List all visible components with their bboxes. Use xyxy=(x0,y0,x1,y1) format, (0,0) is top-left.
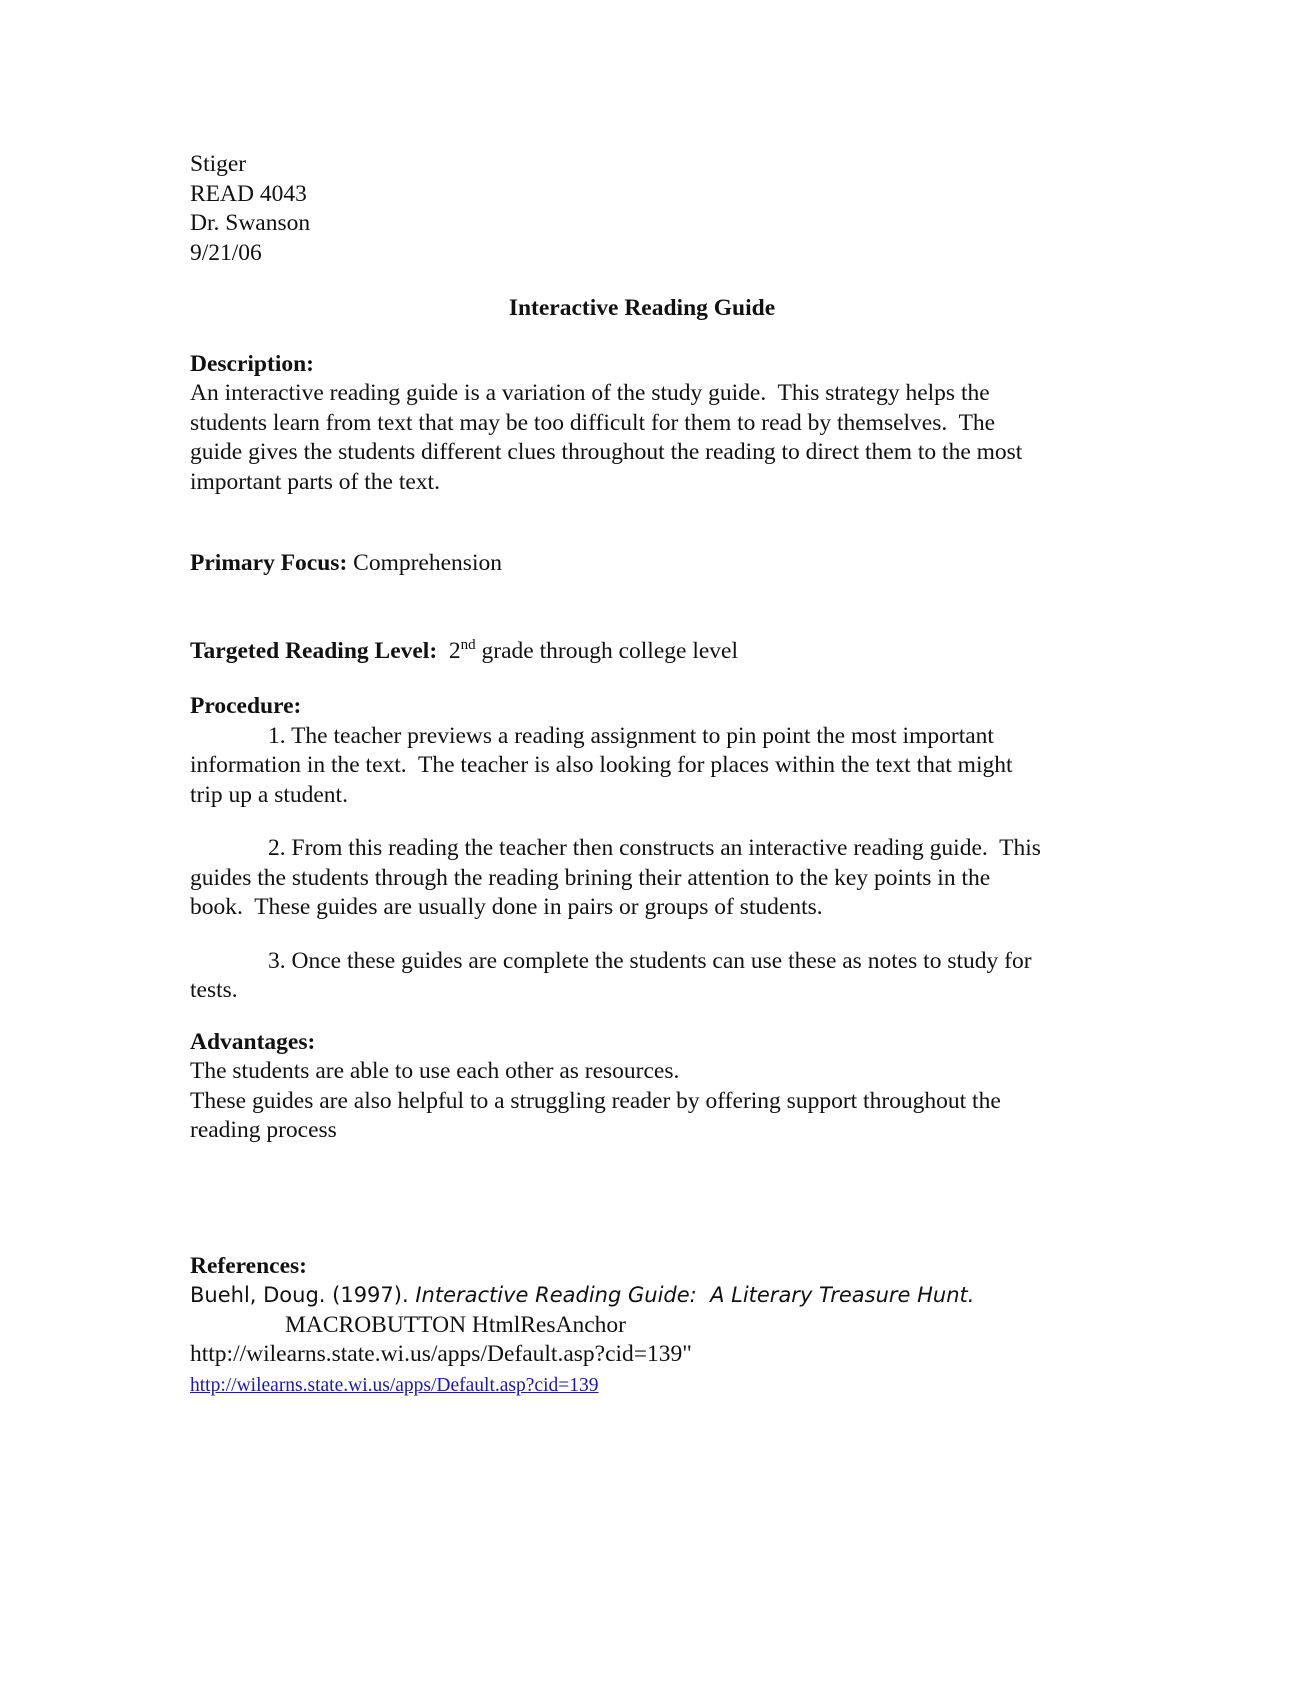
reference-url-text: http://wilearns.state.wi.us/apps/Default.asp?cid=139" xyxy=(190,1341,692,1367)
reading-level-label: Targeted Reading Level: xyxy=(190,637,438,664)
primary-focus-label: Primary Focus: xyxy=(190,550,348,576)
reading-level xyxy=(190,637,1130,667)
description-section xyxy=(190,350,1130,498)
procedure-step-3 xyxy=(190,947,1130,1006)
procedure-step-1 xyxy=(190,722,1130,811)
advantages-section xyxy=(190,1028,1130,1146)
description-line: guide gives the students different clues throughout the reading to direct them to the most xyxy=(190,439,1023,465)
advantages-line: reading process xyxy=(190,1117,337,1143)
reading-level-suffix: nd xyxy=(460,636,476,653)
procedure-line: book. These guides are usually done in pairs or groups of students. xyxy=(190,894,823,920)
reading-level-value: grade through college level xyxy=(475,637,738,664)
procedure-section xyxy=(190,692,1130,1006)
procedure-line: 1. The teacher previews a reading assignment to pin point the most important xyxy=(268,722,994,749)
reading-level-number: 2 xyxy=(448,637,461,664)
reference-macro: MACROBUTTON HtmlResAnchor xyxy=(285,1311,626,1338)
procedure-line: 2. From this reading the teacher then constructs an interactive reading guide. This xyxy=(268,835,1041,861)
procedure-line: 3. Once these guides are complete the students can use these as notes to study for xyxy=(268,947,1032,974)
advantages-line: The students are able to use each other as resources. xyxy=(190,1058,680,1084)
procedure-line: guides the students through the reading brining their attention to the key points in the xyxy=(190,864,991,891)
procedure-line: tests. xyxy=(190,977,238,1003)
procedure-step-2 xyxy=(190,834,1130,923)
citation-author: Buehl, Doug. (1997). xyxy=(190,1283,416,1307)
advantages-line: These guides are also helpful to a struggling reader by offering support throughout the xyxy=(190,1087,1001,1114)
description-heading: Description: xyxy=(190,350,315,377)
primary-focus xyxy=(190,549,1130,579)
reference-citation xyxy=(190,1281,1130,1311)
procedure-line: information in the text. The teacher is also looking for places within the text that might xyxy=(190,752,1013,778)
author-name: Stiger xyxy=(190,151,247,177)
primary-focus-value: Comprehension xyxy=(347,550,502,576)
procedure-heading: Procedure: xyxy=(190,693,302,719)
description-line: important parts of the text. xyxy=(190,468,440,495)
references-section xyxy=(190,1252,1130,1401)
header-block xyxy=(190,150,1130,268)
advantages-heading: Advantages: xyxy=(190,1028,316,1055)
course-code: READ 4043 xyxy=(190,180,307,207)
references-heading: References: xyxy=(190,1252,307,1279)
document-date: 9/21/06 xyxy=(190,239,262,266)
document-title: Interactive Reading Guide xyxy=(508,295,776,321)
description-line: students learn from text that may be too difficult for them to read by themselves. The xyxy=(190,409,996,436)
document-page xyxy=(190,150,1130,1400)
description-line: An interactive reading guide is a variation of the study guide. This strategy helps the xyxy=(190,380,990,406)
reference-link[interactable]: http://wilearns.state.wi.us/apps/Default.asp?cid=139 xyxy=(190,1374,599,1396)
procedure-line: trip up a student. xyxy=(190,781,348,808)
citation-title: Interactive Reading Guide: A Literary Treasure Hunt. xyxy=(415,1283,975,1307)
instructor-name: Dr. Swanson xyxy=(190,210,311,236)
